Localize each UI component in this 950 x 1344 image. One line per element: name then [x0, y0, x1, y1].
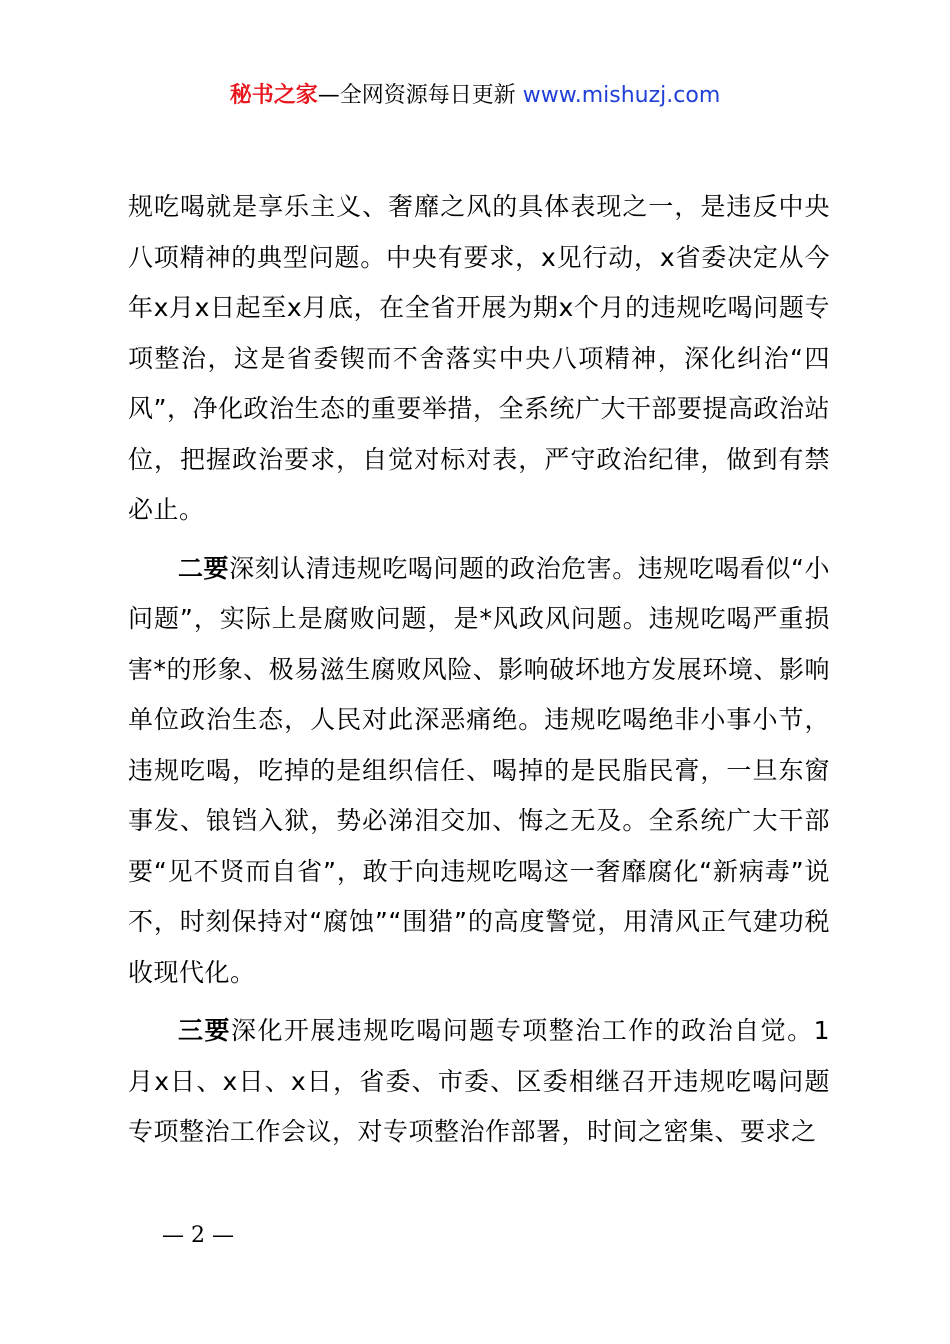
paragraph-3-text: 深化开展违规吃喝问题专项整治工作的政治自觉。1月x日、x日、x日，省委、市委、区委相继召开违规吃喝问题专项整治工作会议，对专项整治作部署，时间之密集、要求之 [128, 1016, 830, 1146]
page-number: — 2 — [162, 1223, 234, 1248]
paragraph-2-lead: 二要 [178, 553, 230, 583]
paragraph-3-lead: 三要 [178, 1016, 231, 1045]
paragraph-2-text: 深刻认清违规吃喝问题的政治危害。违规吃喝看似“小问题”，实际上是腐败问题，是*风政风问题。违规吃喝严重损害*的形象、极易滋生腐败风险、影响破坏地方发展环境、影响单位政治生态，人民对此深恶痛绝。违规吃喝绝非小事小节，违规吃喝，吃掉的是组织信任、喝掉的是民脂民膏，一旦东窗事发、锒铛入狱，势必涕泪交加、悔之无及。全系统广大干部要“见不贤而自省”，敢于向违规吃喝这一奢靡腐化“新病毒”说不，时刻保持对“腐蚀”“围猎”的高度警觉，用清风正气建功税收现代化。 [128, 553, 830, 987]
site-url-link[interactable]: www.mishuzj.com [522, 83, 721, 108]
paragraph-1 [128, 182, 830, 536]
document-body [128, 182, 830, 1158]
header-tagline: —全网资源每日更新 [317, 83, 523, 108]
paragraph-2 [128, 544, 830, 999]
paragraph-1-text: 规吃喝就是享乐主义、奢靡之风的具体表现之一，是违反中央八项精神的典型问题。中央有要求，x见行动，x省委决定从今年x月x日起至x月底，在全省开展为期x个月的违规吃喝问题专项整治，这是省委锲而不舍落实中央八项精神，深化纠治“四风”，净化政治生态的重要举措，全系统广大干部要提高政治站位，把握政治要求，自觉对标对表，严守政治纪律，做到有禁必止。 [128, 192, 830, 524]
paragraph-3 [128, 1006, 830, 1158]
site-header [0, 80, 950, 112]
brand-name: 秘书之家 [229, 83, 318, 108]
